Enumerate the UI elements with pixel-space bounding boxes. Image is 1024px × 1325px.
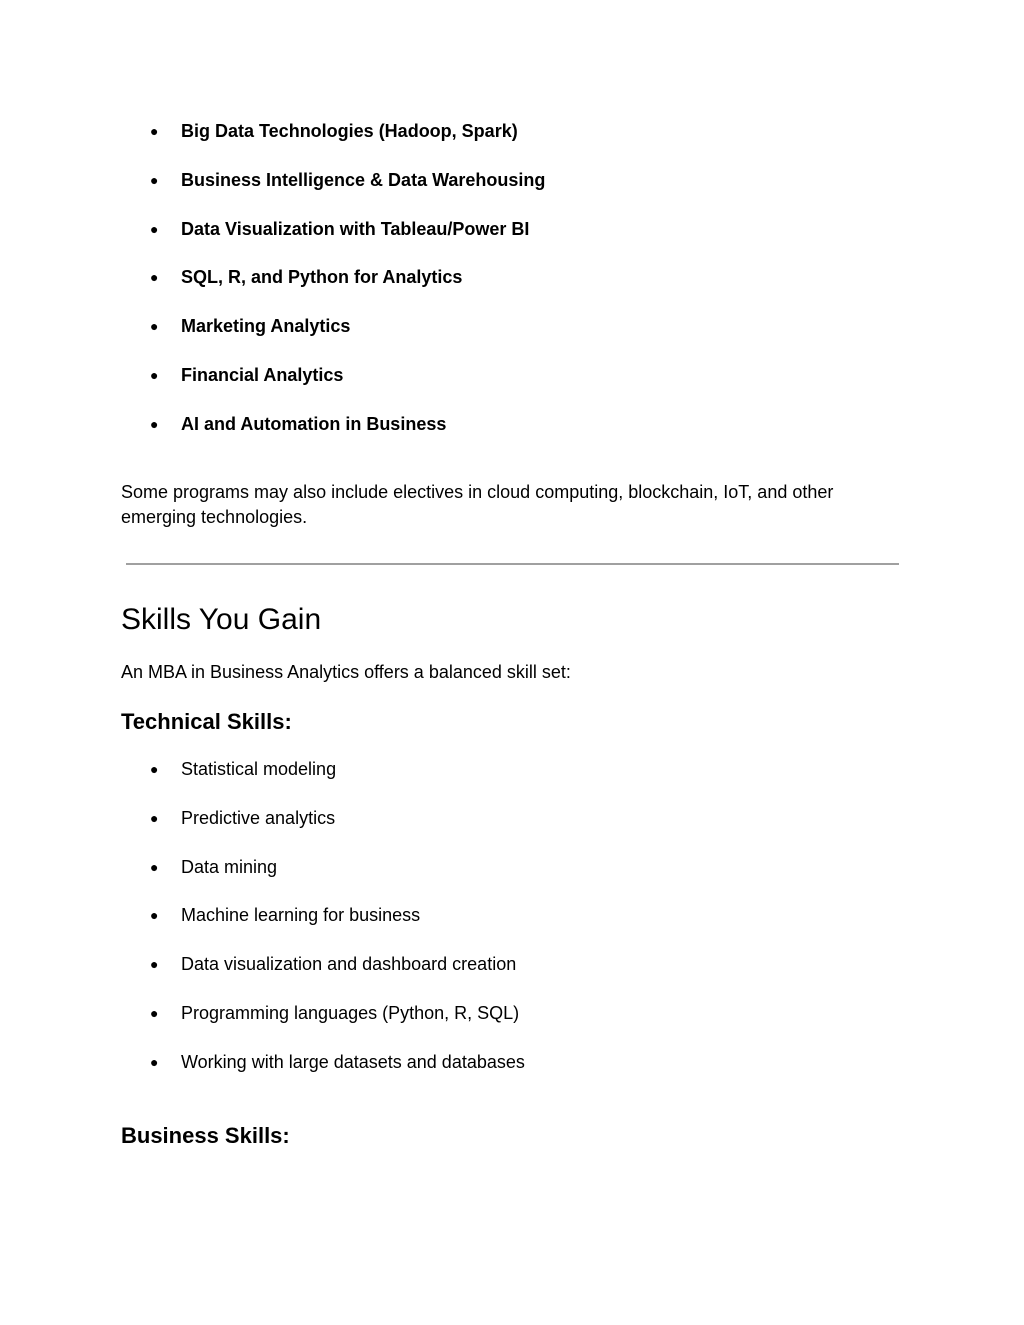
bullet-icon: ● bbox=[150, 366, 159, 383]
course-item: Business Intelligence & Data Warehousing bbox=[181, 169, 546, 190]
list-item bbox=[0, 218, 1024, 267]
bullet-icon: ● bbox=[150, 1053, 159, 1070]
bullet-icon: ● bbox=[150, 761, 159, 777]
list-item bbox=[0, 413, 1024, 462]
bullet-icon: ● bbox=[150, 809, 159, 826]
bullet-icon: ● bbox=[150, 171, 159, 188]
bullet-icon: ● bbox=[150, 415, 159, 432]
bullet-icon: ● bbox=[150, 858, 159, 875]
bullet-icon: ● bbox=[150, 269, 159, 286]
list-item bbox=[0, 953, 1024, 1002]
skill-item: Working with large datasets and databases bbox=[181, 1051, 525, 1072]
list-item bbox=[0, 169, 1024, 218]
course-list bbox=[0, 120, 1024, 461]
skill-item: Data visualization and dashboard creation bbox=[181, 954, 517, 974]
course-item: Marketing Analytics bbox=[181, 316, 351, 336]
bullet-icon: ● bbox=[150, 1004, 159, 1021]
skill-item: Statistical modeling bbox=[181, 759, 337, 779]
bullet-icon: ● bbox=[150, 220, 159, 237]
business-skills-heading: Business Skills: bbox=[121, 1123, 290, 1148]
course-item: Data Visualization with Tableau/Power BI bbox=[181, 218, 530, 239]
list-item bbox=[0, 266, 1024, 315]
bullet-icon: ● bbox=[150, 318, 159, 334]
horizontal-divider bbox=[126, 563, 899, 565]
technical-skills-list bbox=[0, 758, 1024, 1099]
bullet-icon: ● bbox=[150, 907, 159, 924]
technical-skills-heading: Technical Skills: bbox=[121, 709, 292, 734]
list-item bbox=[0, 1051, 1024, 1100]
skill-item: Programming languages (Python, R, SQL) bbox=[181, 1002, 520, 1023]
section-title: Skills You Gain bbox=[121, 603, 322, 636]
list-item bbox=[0, 315, 1024, 364]
skill-item: Machine learning for business bbox=[181, 905, 421, 926]
list-item bbox=[0, 1002, 1024, 1051]
list-item bbox=[0, 904, 1024, 953]
list-item bbox=[0, 364, 1024, 413]
bullet-icon: ● bbox=[150, 956, 159, 972]
course-item: AI and Automation in Business bbox=[181, 413, 447, 434]
list-item bbox=[0, 856, 1024, 905]
bullet-icon: ● bbox=[150, 123, 159, 139]
course-item: Financial Analytics bbox=[181, 364, 344, 385]
skill-item: Predictive analytics bbox=[181, 807, 336, 828]
section-intro: An MBA in Business Analytics offers a balanced skill set: bbox=[121, 662, 571, 682]
list-item bbox=[0, 758, 1024, 807]
list-item bbox=[0, 120, 1024, 169]
course-item: SQL, R, and Python for Analytics bbox=[181, 267, 463, 288]
electives-paragraph: Some programs may also include electives in cloud computing, blockchain, IoT, and other emerging technologies. bbox=[121, 482, 834, 527]
course-item: Big Data Technologies (Hadoop, Spark) bbox=[181, 121, 518, 141]
list-item bbox=[0, 807, 1024, 856]
skill-item: Data mining bbox=[181, 856, 278, 877]
